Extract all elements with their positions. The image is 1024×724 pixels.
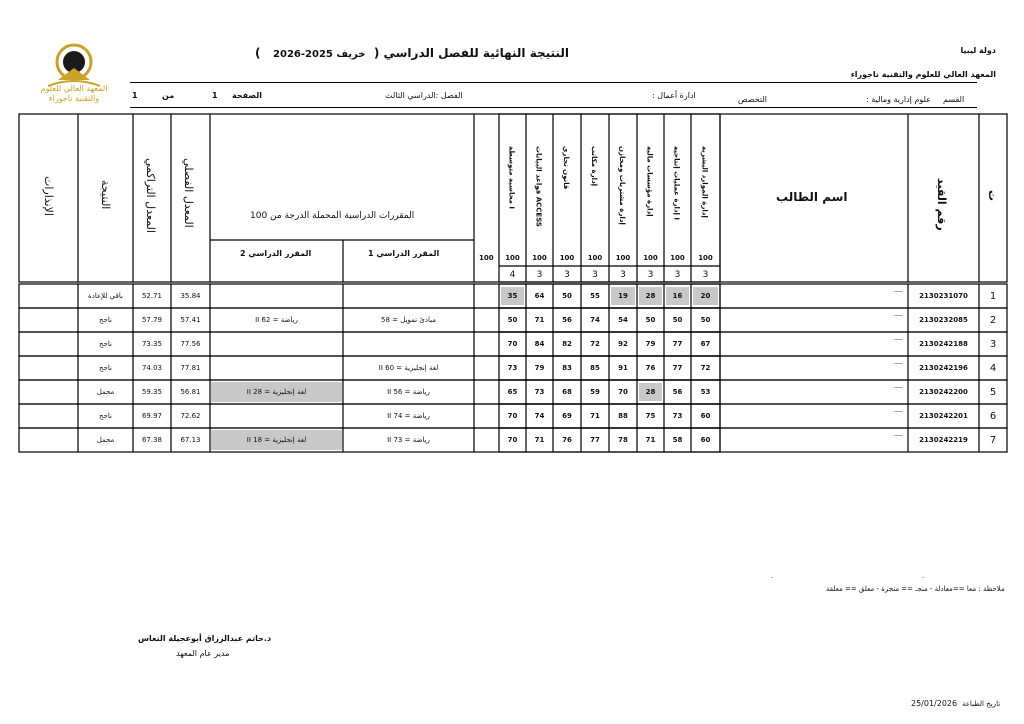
grade-cell: 75 — [645, 412, 656, 420]
semester-label: الفصل :الدراسي الثالث — [385, 91, 463, 100]
grade-cell: 56 — [672, 388, 683, 396]
student-id: 2130242196 — [919, 364, 968, 372]
subject-header: إدارة الموارد البشرية — [700, 146, 709, 218]
carried-course-1: II لغة إنجليزية = 60 — [378, 364, 439, 372]
gpa-semester: 77.56 — [180, 340, 201, 348]
carried-course-1: II رياضة = 56 — [387, 388, 430, 396]
signer-title: مدير عام المعهد — [176, 649, 230, 658]
result-cell: ناجح — [99, 316, 112, 324]
carried-course-1: مبادئ تمويل = 58 — [381, 316, 436, 324]
grade-cell: 64 — [534, 292, 545, 300]
result-cell: محمل — [96, 388, 115, 396]
carried-course-2: II لغة إنجليزية = 28 — [246, 388, 307, 396]
grade-cell: 70 — [507, 436, 518, 444]
print-date-label: تاريخ الطباعة — [962, 700, 1001, 708]
gpa-cumulative: 67.38 — [141, 436, 163, 444]
warnings-header: الإنذارات — [42, 176, 55, 216]
grade-cell: 71 — [534, 436, 545, 444]
extra-max-header: 100 — [479, 254, 494, 262]
gpa-cumulative-header: المعدل التراكمي — [144, 158, 157, 233]
grade-cell: 72 — [700, 364, 711, 372]
legend-note: ملاحظة : معا ==معادلة - منجـ == منجزة - معلق == معلقة — [826, 585, 1005, 593]
carried-course-2: II لغة إنجليزية = 18 — [246, 436, 307, 444]
grade-cell: 77 — [672, 340, 683, 348]
subject-max: 100 — [505, 254, 520, 262]
subject-units: 3 — [564, 270, 570, 280]
grade-cell: 77 — [590, 436, 600, 444]
row-index: 7 — [989, 435, 997, 446]
gpa-cumulative: 73.35 — [141, 340, 163, 348]
subject-max: 100 — [587, 254, 603, 262]
grade-cell: 50 — [672, 316, 683, 324]
grade-cell: 70 — [507, 412, 518, 420]
student-id: 2130242188 — [919, 340, 968, 348]
gpa-semester: 57.41 — [180, 316, 201, 324]
grade-cell: 78 — [618, 436, 628, 444]
gpa-semester: 56.81 — [180, 388, 201, 396]
grade-cell: 60 — [700, 436, 711, 444]
print-date: 25/01/2026 — [911, 699, 958, 708]
grade-cell: 50 — [645, 316, 656, 324]
grade-cell: 83 — [562, 364, 572, 372]
subject-max: 100 — [532, 254, 547, 262]
subject-header: قواعد البيانات ACCESS — [534, 146, 543, 227]
gpa-cumulative: 57.79 — [141, 316, 163, 324]
grade-cell: 76 — [645, 364, 656, 372]
grade-cell: 85 — [590, 364, 600, 372]
grade-cell: 91 — [618, 364, 628, 372]
row-index: 3 — [989, 339, 997, 350]
grade-cell: 79 — [534, 364, 545, 372]
gpa-cumulative: 52.71 — [141, 292, 163, 300]
grade-cell: 53 — [700, 388, 711, 396]
page-title: النتيجة النهائية للفصل الدراسي ( خريف 2025-2026 ) — [255, 46, 569, 60]
gpa-semester: 77.81 — [180, 364, 201, 372]
row-index: 4 — [989, 363, 997, 374]
grade-cell: 56 — [562, 316, 572, 324]
gpa-cumulative: 59.35 — [141, 388, 163, 396]
carried-1-header: المقرر الدراسي 1 — [368, 249, 440, 258]
term-label: خريف 2025-2026 — [273, 49, 366, 60]
student-name: ---- — [893, 384, 903, 391]
specialty-value: : ادارة أعمال — [652, 91, 696, 100]
student-name: ---- — [893, 312, 903, 319]
grade-cell: 20 — [700, 292, 711, 300]
grade-cell: 16 — [672, 292, 683, 300]
department-value: : علوم إدارية ومالية — [866, 95, 931, 104]
grade-cell: 74 — [590, 316, 600, 324]
grade-cell: 50 — [562, 292, 572, 300]
grade-cell: 55 — [590, 292, 600, 300]
subject-units: 3 — [620, 270, 626, 280]
grade-cell: 70 — [618, 388, 628, 396]
of-label: من — [162, 91, 175, 100]
grade-cell: 68 — [562, 388, 572, 396]
page-number: 1 — [212, 91, 218, 100]
grade-cell: 74 — [534, 412, 545, 420]
carried-course-2: II رياضة = 62 — [255, 316, 298, 324]
country-label: دولة ليبيا — [960, 46, 996, 55]
grade-cell: 59 — [590, 388, 600, 396]
gpa-semester: 67.13 — [180, 436, 201, 444]
subject-header: إدارة مكاتب — [590, 146, 598, 187]
student-name: ---- — [893, 360, 903, 367]
subject-header: قانون تجاري — [562, 146, 570, 190]
signer-name: د.حاتم عبدالرزاق أبوعجيلة النعاس — [138, 634, 272, 643]
student-id: 2130232085 — [919, 316, 968, 324]
result-header: النتيجة — [99, 180, 112, 210]
subject-units: 3 — [536, 270, 543, 280]
grade-cell: 70 — [507, 340, 518, 348]
grade-cell: 67 — [700, 340, 711, 348]
grade-cell: 71 — [645, 436, 656, 444]
carried-title: المقررات الدراسية المحملة الدرجة من 100 — [250, 211, 415, 221]
result-cell: ناجح — [99, 364, 112, 372]
page-total: 1 — [132, 91, 138, 100]
col-index-header: ت — [986, 190, 999, 202]
gpa-semester: 35.84 — [180, 292, 201, 300]
result-cell: محمل — [96, 436, 115, 444]
specialty-label: التخصص — [738, 95, 767, 104]
student-id: 2130242219 — [919, 436, 968, 444]
footer-dot-2: . — [771, 572, 774, 580]
institute-label: المعهد العالي للعلوم والتقنية تاجوراء — [850, 70, 996, 79]
subject-units: 3 — [592, 270, 598, 280]
grade-cell: 28 — [645, 388, 656, 396]
subject-units: 4 — [509, 270, 516, 280]
gpa-semester: 72.62 — [180, 412, 201, 420]
subject-max: 100 — [698, 254, 713, 262]
grade-cell: 50 — [700, 316, 711, 324]
grade-cell: 84 — [534, 340, 545, 348]
grade-cell: 71 — [590, 412, 600, 420]
grade-cell: 73 — [507, 364, 518, 372]
department-label: القسم — [943, 95, 965, 104]
grade-cell: 88 — [618, 412, 628, 420]
grade-cell: 58 — [672, 436, 683, 444]
student-name: ---- — [893, 408, 903, 415]
footer-dot-1: . — [922, 572, 925, 580]
grade-cell: 73 — [672, 412, 683, 420]
student-id: 2130242201 — [919, 412, 968, 420]
grade-cell: 82 — [562, 340, 572, 348]
grade-cell: 77 — [672, 364, 683, 372]
grade-cell: 92 — [618, 340, 628, 348]
student-name: ---- — [893, 432, 903, 439]
grade-cell: 50 — [507, 316, 518, 324]
gpa-semester-header: المعدل الفصلي — [182, 158, 195, 228]
carried-course-1: II رياضة = 74 — [387, 412, 430, 420]
logo-caption: المعهد العالي للعلوم والتقنية تاجوراء — [40, 84, 108, 103]
page-label: الصفحة — [232, 91, 263, 100]
carried-2-header: المقرر الدراسي 2 — [240, 249, 312, 258]
subject-units: 3 — [674, 270, 681, 280]
result-cell: ناجح — [99, 340, 112, 348]
grade-cell: 71 — [534, 316, 545, 324]
subject-units: 3 — [702, 270, 709, 280]
subject-max: 100 — [643, 254, 658, 262]
gpa-cumulative: 69.97 — [141, 412, 163, 420]
row-index: 6 — [989, 411, 997, 422]
grade-cell: 65 — [507, 388, 518, 396]
student-name: ---- — [893, 288, 903, 295]
grade-cell: 69 — [562, 412, 572, 420]
subject-header: إدارة مشتريات ومخازن — [618, 146, 626, 225]
grade-cell: 60 — [700, 412, 711, 420]
carried-course-1: II رياضة = 73 — [387, 436, 430, 444]
col-name-header: اسم الطالب — [776, 190, 848, 204]
subject-header: إدارة مؤسسات مالية — [645, 146, 654, 217]
grade-cell: 73 — [534, 388, 545, 396]
result-cell: باقي للإعادة — [88, 292, 123, 300]
grade-cell: 28 — [645, 292, 656, 300]
row-index: 2 — [989, 315, 997, 326]
grade-cell: 54 — [618, 316, 628, 324]
subject-header: إدارة عمليات إنتاجية I — [672, 146, 681, 220]
subject-max: 100 — [559, 254, 575, 262]
subject-header: محاسبة متوسطة I — [507, 146, 516, 210]
col-id-header: رقم القيد — [935, 178, 948, 231]
student-name: ---- — [893, 336, 903, 343]
subject-max: 100 — [615, 254, 631, 262]
result-cell: ناجح — [99, 412, 112, 420]
subject-max: 100 — [670, 254, 685, 262]
row-index: 1 — [989, 291, 997, 302]
subject-units: 3 — [647, 270, 654, 280]
grade-cell: 72 — [590, 340, 600, 348]
grade-cell: 19 — [618, 292, 628, 300]
grade-cell: 76 — [562, 436, 572, 444]
row-index: 5 — [989, 387, 997, 398]
student-id: 2130231070 — [919, 292, 968, 300]
student-id: 2130242200 — [919, 388, 968, 396]
grade-cell: 35 — [507, 292, 518, 300]
grade-cell: 79 — [645, 340, 656, 348]
gpa-cumulative: 74.03 — [141, 364, 163, 372]
